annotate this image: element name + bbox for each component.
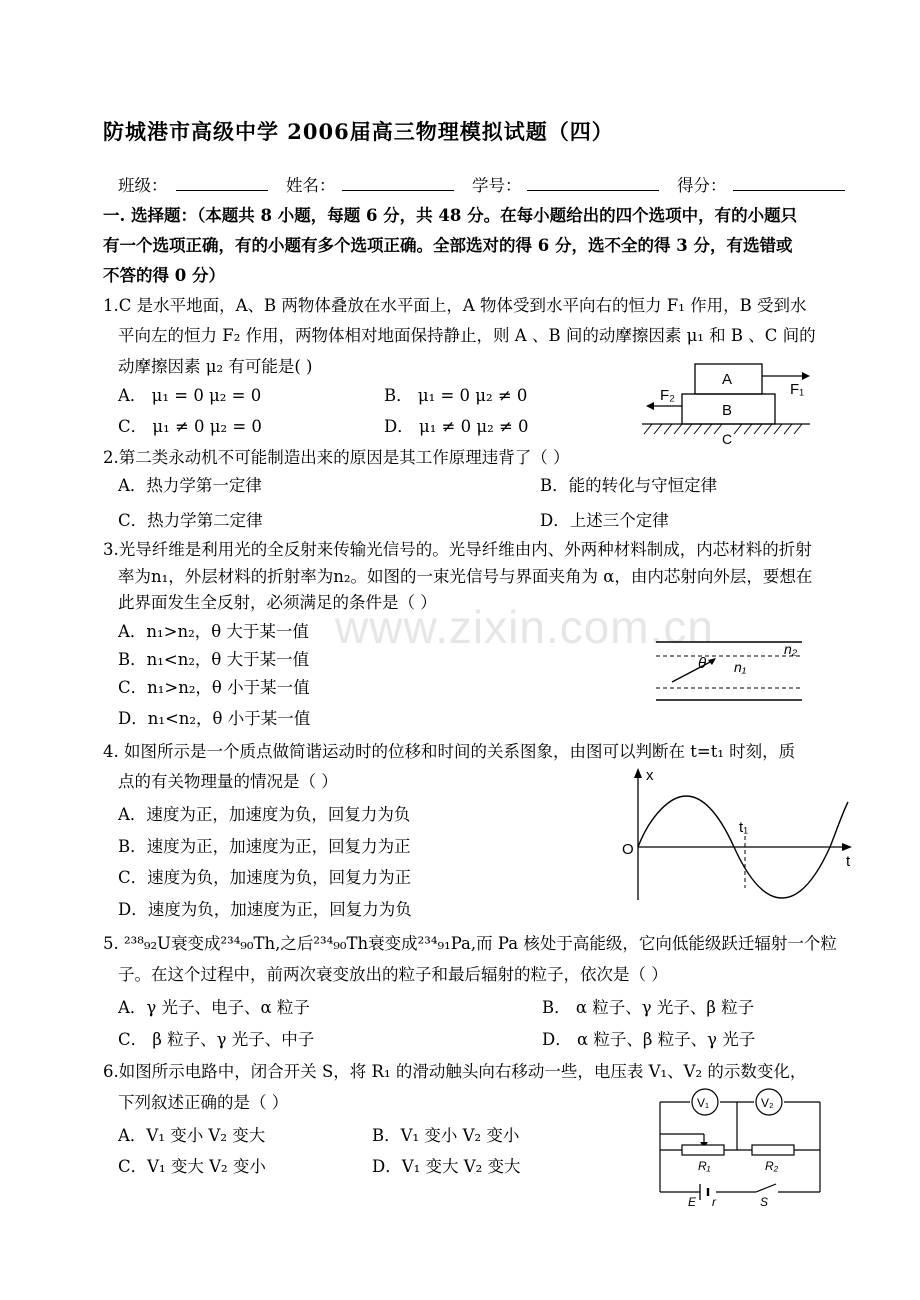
q6-option-a[interactable]: A．V₁ 变小 V₂ 变大 xyxy=(118,1126,266,1145)
score-label: 得分： xyxy=(677,176,727,195)
t-axis-label: t xyxy=(846,853,851,870)
q5-option-d[interactable]: D． α 粒子、β 粒子、γ 光子 xyxy=(542,1030,756,1049)
q6-stem-line1: 6.如图所示电路中，闭合开关 S，将 R₁ 的滑动触头向右移动一些，电压表 V₁、V₂ 的示数变化， xyxy=(103,1062,807,1081)
q3-stem-line1: 3.光导纤维是利用光的全反射来传输光信号的。光导纤维由内、外两种材料制成，内芯材料的折射 xyxy=(103,540,812,559)
t-axis-arrowhead xyxy=(842,843,852,851)
q3-option-d[interactable]: D．n₁<n₂，θ 小于某一值 xyxy=(118,709,311,728)
name-label: 姓名： xyxy=(286,176,336,195)
q1-stem-line1: 1.C 是水平地面，A、B 两物体叠放在水平面上，A 物体受到水平向右的恒力 F₁ 作用，B 受到水 xyxy=(103,296,807,315)
label-c: C xyxy=(722,431,733,447)
x-axis-arrowhead xyxy=(634,768,642,778)
id-label: 学号： xyxy=(472,176,522,195)
q1-stem-line2: 平向左的恒力 F₂ 作用，两物体相对地面保持静止，则 A 、B 间的动摩擦因素 μ₁ 和 B 、C 间的 xyxy=(118,326,816,345)
q6-option-d[interactable]: D．V₁ 变大 V₂ 变大 xyxy=(372,1157,521,1176)
q1-option-a[interactable]: A． μ₁ = 0 μ₂ = 0 xyxy=(118,386,262,405)
q5-stem-line2: 子。在这个过程中，前两次衰变放出的粒子和最后辐射的粒子，依次是（ ） xyxy=(118,965,668,984)
f1-arrowhead xyxy=(802,372,810,380)
q4-option-b[interactable]: B．速度为正，加速度为正，回复力为正 xyxy=(118,837,411,856)
q3-option-c[interactable]: C．n₁>n₂，θ 小于某一值 xyxy=(118,678,310,697)
q6-option-c[interactable]: C．V₁ 变大 V₂ 变小 xyxy=(118,1157,266,1176)
class-blank[interactable] xyxy=(176,190,268,191)
q5-option-a[interactable]: A．γ 光子、电子、α 粒子 xyxy=(118,998,310,1017)
e-label: E xyxy=(688,1195,697,1209)
q4-option-a[interactable]: A．速度为正，加速度为负，回复力为负 xyxy=(118,805,411,824)
r-label: r xyxy=(712,1195,716,1209)
x-axis-label: x xyxy=(646,767,654,784)
q1-option-b[interactable]: B． μ₁ = 0 μ₂ ≠ 0 xyxy=(384,386,528,405)
q6-circuit-figure xyxy=(652,1088,832,1210)
q3-option-a[interactable]: A．n₁>n₂，θ 大于某一值 xyxy=(118,622,309,641)
q3-stem-line3: 此界面发生全反射，必须满足的条件是（ ） xyxy=(118,593,437,612)
r2-label: R₂ xyxy=(765,1159,779,1173)
q4-option-c[interactable]: C．速度为负，加速度为负，回复力为正 xyxy=(118,868,412,887)
section-heading: 一. 选择题：（本题共 8 小题，每题 6 分，共 48 分。在每小题给出的四个选项中，有的小题只 xyxy=(103,206,798,225)
q5-stem-line1: 5. ²³⁸₉₂U衰变成²³⁴₉₀Th,之后²³⁴₉₀Th衰变成²³⁴₉₁Pa,而 Pa 核处于高能级，它向低能级跃迁辐射一个粒 xyxy=(103,934,837,953)
id-blank[interactable] xyxy=(527,190,659,191)
section-note-line2: 有一个选项正确，有的小题有多个选项正确。全部选对的得 6 分，选不全的得 3 分，有选错或 xyxy=(103,236,793,255)
q4-sine-figure xyxy=(620,766,860,906)
score-blank[interactable] xyxy=(733,190,845,191)
label-a: A xyxy=(722,371,733,388)
theta-label: θ xyxy=(698,655,707,672)
light-ray-arrowhead xyxy=(708,658,716,665)
resistor-r1-rect xyxy=(682,1145,724,1155)
q3-fiber-figure xyxy=(652,636,812,706)
q2-option-a[interactable]: A．热力学第一定律 xyxy=(118,476,262,495)
t1-label: t₁ xyxy=(739,819,749,836)
section-note-line3: 不答的得 0 分） xyxy=(103,266,225,285)
origin-label: O xyxy=(622,841,634,858)
watermark: www.zixin.com.cn xyxy=(335,601,714,653)
q1-option-d[interactable]: D． μ₁ ≠ 0 μ₂ ≠ 0 xyxy=(384,417,529,436)
q5-option-c[interactable]: C． β 粒子、γ 光子、中子 xyxy=(118,1030,315,1049)
q2-option-d[interactable]: D．上述三个定律 xyxy=(540,511,669,530)
s-label: S xyxy=(760,1195,769,1209)
q2-option-c[interactable]: C．热力学第二定律 xyxy=(118,511,263,530)
q6-option-b[interactable]: B．V₁ 变小 V₂ 变小 xyxy=(372,1126,520,1145)
n1-label: n₁ xyxy=(734,659,747,675)
q3-option-b[interactable]: B．n₁<n₂，θ 大于某一值 xyxy=(118,650,310,669)
q4-stem-line2: 点的有关物理量的情况是（ ） xyxy=(118,772,338,791)
q2-option-b[interactable]: B．能的转化与守恒定律 xyxy=(540,476,718,495)
label-f2: F₂ xyxy=(660,387,675,404)
q4-stem-line1: 4. 如图所示是一个质点做简谐运动时的位移和时间的关系图象，由图可以判断在 t=t₁ 时刻，质 xyxy=(103,742,796,761)
f2-arrowhead xyxy=(646,402,654,410)
v1-label: V₁ xyxy=(697,1096,710,1110)
page-title: 防城港市高级中学 2006届高三物理模拟试题（四） xyxy=(103,119,614,144)
light-ray xyxy=(672,660,714,682)
label-b: B xyxy=(722,402,733,419)
q4-option-d[interactable]: D．速度为负，加速度为正，回复力为负 xyxy=(118,900,412,919)
q5-option-b[interactable]: B． α 粒子、γ 光子、β 粒子 xyxy=(542,998,755,1017)
q3-stem-line2: 率为n₁，外层材料的折射率为n₂。如图的一束光信号与界面夹角为 α，由内芯射向外层，要想在 xyxy=(118,567,813,586)
resistor-r2-rect xyxy=(752,1145,794,1155)
q2-stem: 2.第二类永动机不可能制造出来的原因是其工作原理违背了（ ） xyxy=(103,448,570,467)
q6-stem-line2: 下列叙述正确的是（ ） xyxy=(118,1093,289,1112)
n2-label: n₂ xyxy=(784,641,798,657)
class-label: 班级： xyxy=(118,176,168,195)
q1-option-c[interactable]: C． μ₁ ≠ 0 μ₂ = 0 xyxy=(118,417,262,436)
v2-label: V₂ xyxy=(761,1096,774,1110)
name-blank[interactable] xyxy=(342,190,454,191)
q1-block-figure xyxy=(640,362,820,448)
r1-label: R₁ xyxy=(698,1159,711,1173)
label-f1: F₁ xyxy=(790,381,805,398)
q1-stem-line3: 动摩擦因素 μ₂ 有可能是( ) xyxy=(118,357,313,376)
